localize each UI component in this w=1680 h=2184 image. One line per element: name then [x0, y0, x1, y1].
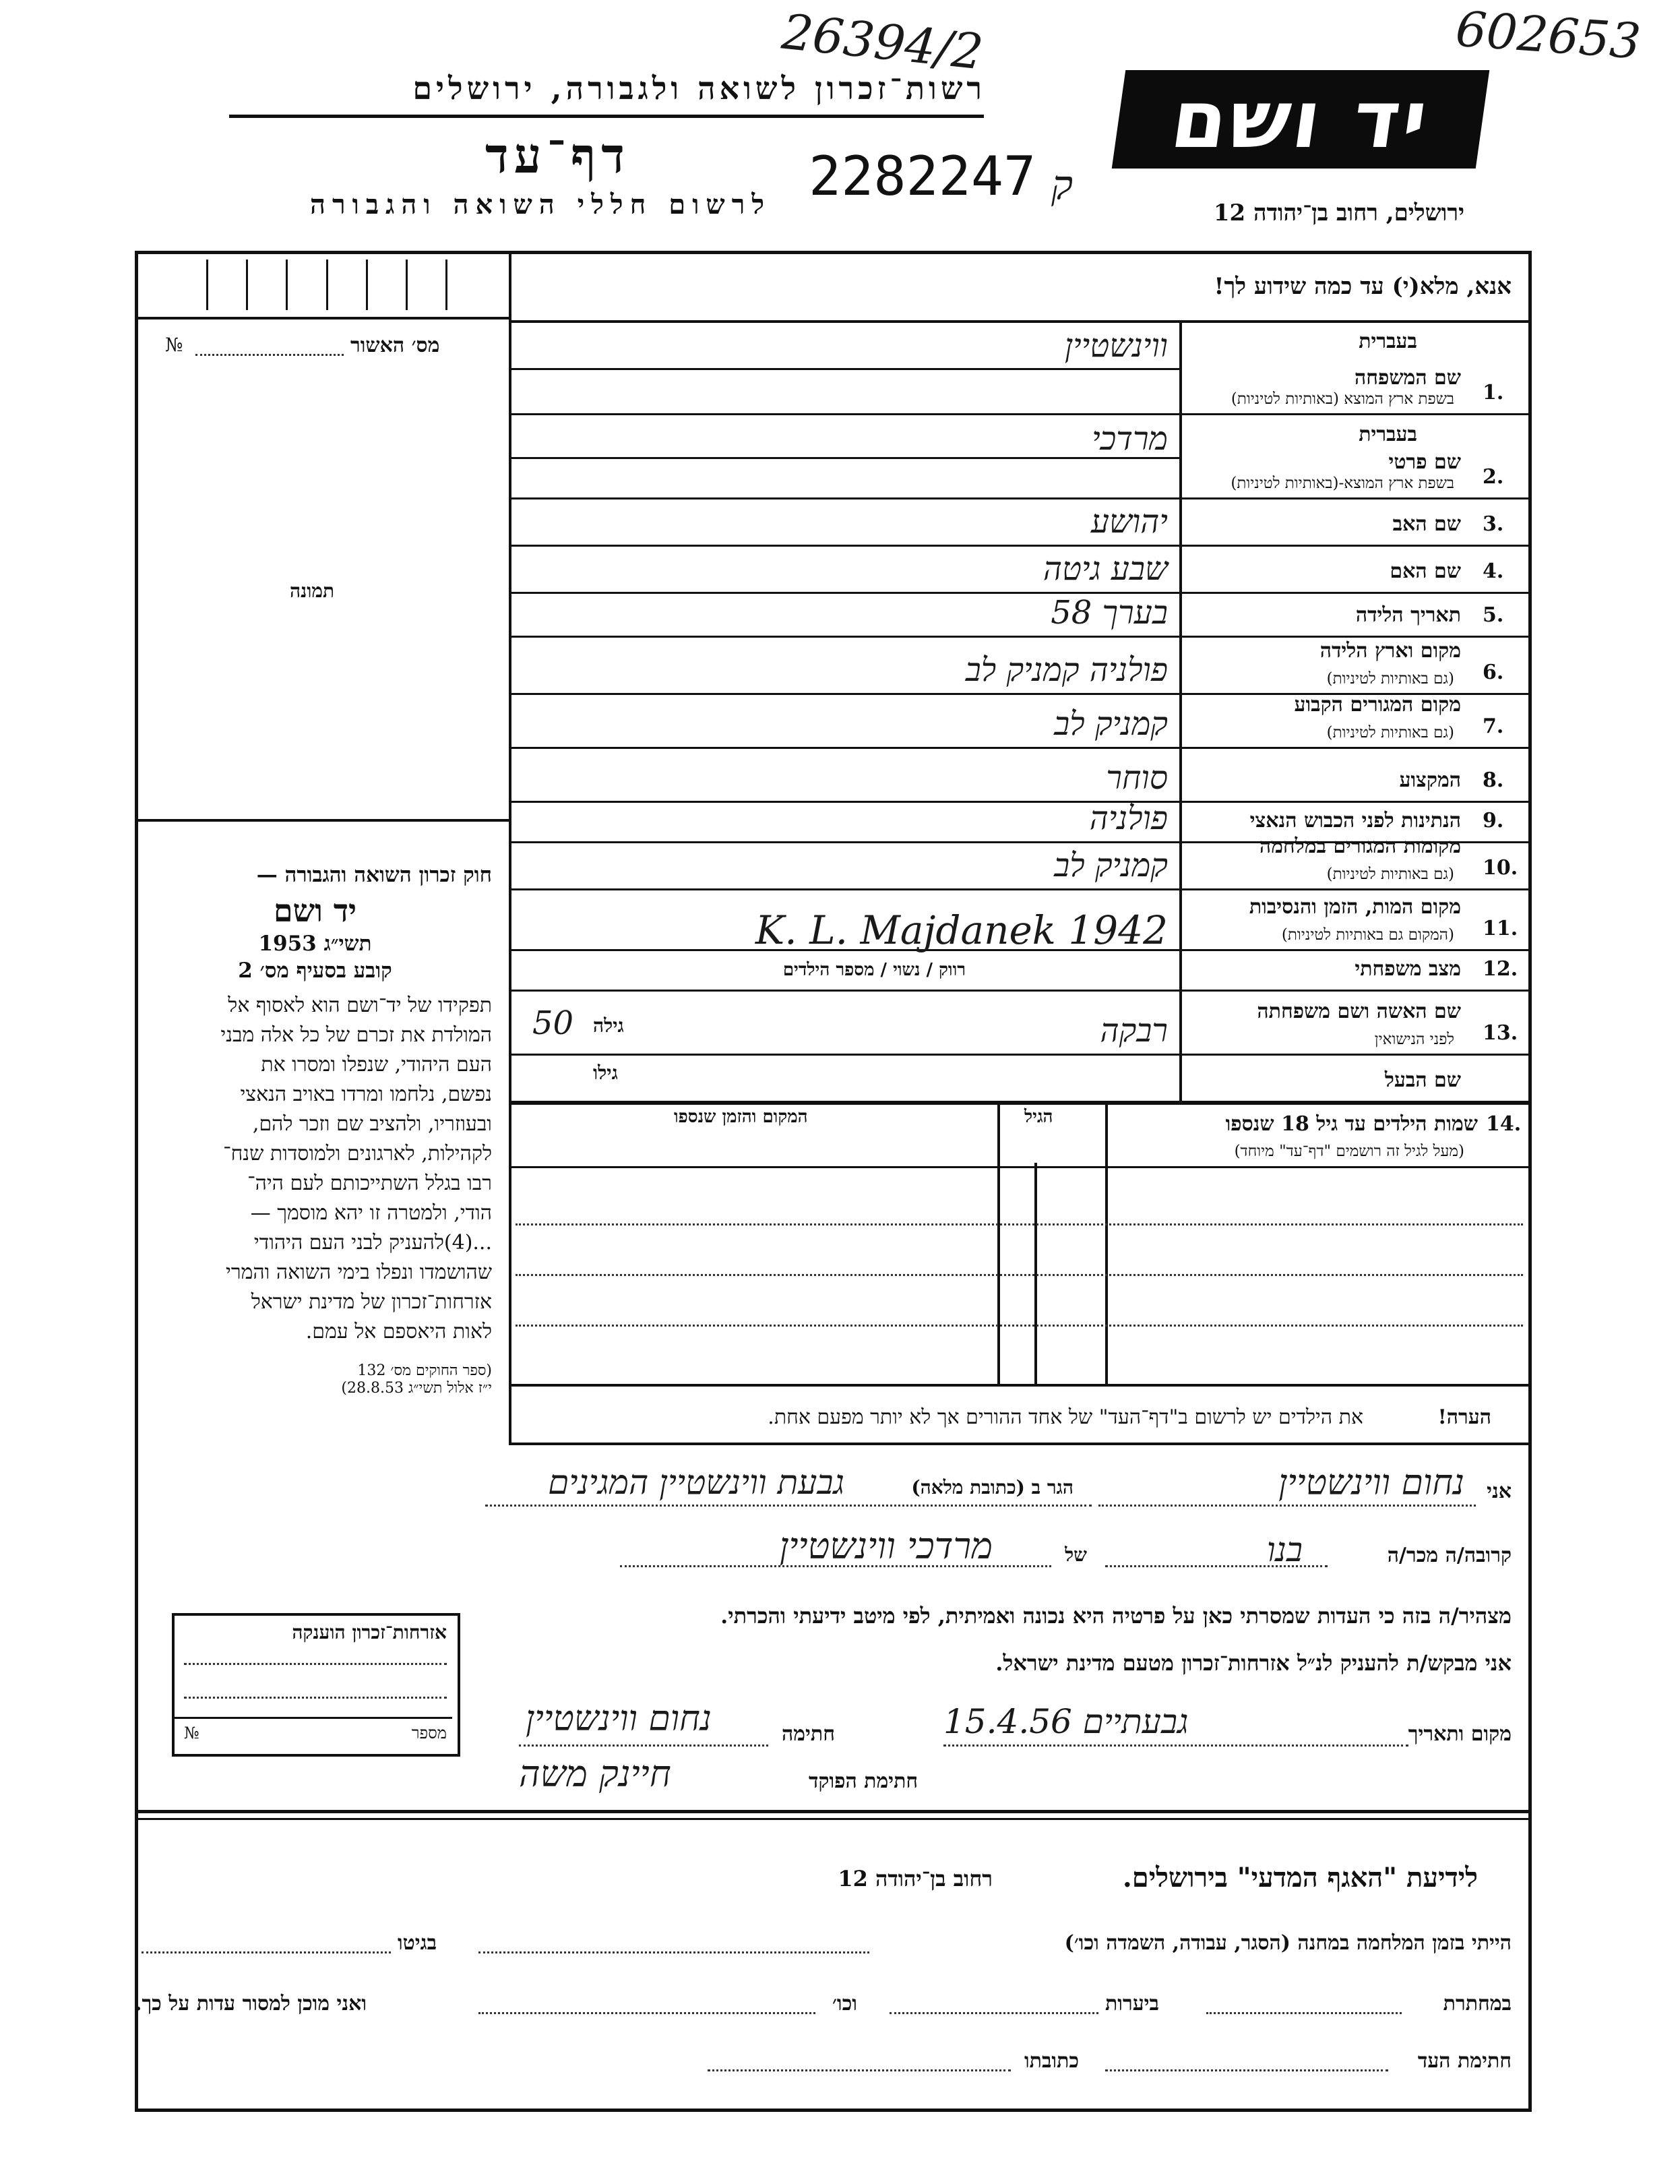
law-title: חוק זכרון השואה והגבורה — — [256, 863, 492, 887]
law-line: ובעוזריו, ולהציב שם וזכר להם, — [252, 1112, 492, 1136]
field-value: סוחר — [1106, 759, 1168, 797]
field-sublabel: בשפת ארץ המוצא (באותיות לטיניות) — [1231, 390, 1454, 408]
field-value: רבקה — [1100, 1012, 1168, 1050]
logo-text: יד ושם — [1165, 73, 1436, 166]
law-line: לאות היאספם אל עמם. — [305, 1320, 492, 1343]
bottom-line3-b: כתובתו — [1024, 2049, 1080, 2073]
law-line: נפשם, נלחמו ומרדו באויב הנאצי — [240, 1083, 492, 1106]
children-bottom-line — [509, 1384, 1530, 1387]
decl-of-value: מרדכי ווינשטיין — [779, 1525, 993, 1567]
field-label: שם פרטי — [1388, 450, 1461, 474]
bottom-line2-a: במחתרת — [1443, 1992, 1512, 2015]
note-left-border — [509, 1384, 511, 1445]
decl-i-label: אני — [1487, 1480, 1512, 1503]
field-row-line — [509, 1054, 1530, 1056]
field-value: ווינשטיין — [1064, 327, 1168, 365]
place-date-label: מקום ותאריך — [1408, 1722, 1512, 1746]
law-name: יד ושם — [273, 892, 357, 929]
field-value: קמניק לב — [1054, 705, 1168, 743]
children-row-line — [516, 1274, 1523, 1276]
citizenship-line — [184, 1697, 447, 1699]
signature-value: נחום ווינשטיין — [526, 1699, 712, 1739]
decl-address-value: גבעת ווינשטיין המגינים — [548, 1463, 844, 1502]
field-tag: בעברית — [1359, 330, 1417, 353]
field-label: שם המשפחה — [1354, 366, 1461, 390]
code-boxes — [168, 260, 485, 310]
bottom-line1-dots — [478, 1951, 869, 1953]
left-column-top-line — [135, 317, 509, 320]
title-underline — [229, 115, 984, 118]
field-label: שם האם — [1390, 559, 1461, 583]
field-sublabel: לפני הנישואין — [1374, 1031, 1454, 1048]
field-row-subline — [509, 368, 1179, 370]
field-age-label: גילה — [593, 1014, 624, 1037]
law-line: המולדת את זכרם של כל אלה מבני — [220, 1023, 492, 1047]
field-row-line — [509, 413, 1530, 415]
children-col-age-divider — [997, 1102, 1000, 1387]
field-label: הנתינות לפני הכבוש הנאצי — [1249, 809, 1461, 832]
field-number: 1. — [1483, 381, 1504, 404]
note-label: הערה! — [1437, 1405, 1491, 1429]
field-number: 13. — [1483, 1021, 1518, 1045]
bottom-section-line — [135, 1810, 1532, 1813]
field-number: 5. — [1483, 603, 1504, 627]
decl-address-label: הגר ב (כתובת מלאה) — [911, 1476, 1074, 1498]
field-age-value: 50 — [532, 1004, 574, 1042]
label-column-divider — [1179, 322, 1182, 1103]
field-row-line — [509, 990, 1530, 992]
decl-relation-value: בנו — [1266, 1530, 1303, 1569]
field-age-label: גילו — [593, 1062, 618, 1084]
bottom-line3-dots — [1105, 2069, 1388, 2071]
citizenship-number-label: מספר — [411, 1724, 447, 1742]
form-border-right — [1528, 251, 1532, 2111]
law-ref-2: י״ז אלול תשי״ג 28.8.53) — [341, 1380, 492, 1397]
decl-address-line — [485, 1505, 1092, 1507]
approval-label: מס׳ האשור — [350, 334, 440, 357]
law-line: אזרחות־זכרון של מדינת ישראל — [251, 1290, 492, 1314]
form-border-top — [135, 251, 1530, 254]
children-row-line — [516, 1223, 1523, 1225]
field-sublabel: (גם באותיות לטיניות) — [1326, 670, 1454, 688]
field-value: רווק / נשוי / מספר הילדים — [782, 960, 966, 980]
signature-line — [519, 1745, 768, 1747]
bottom-line2-dots-3 — [478, 2012, 815, 2014]
field-value: מרדכי — [1092, 420, 1168, 458]
bottom-line2-d: ואני מוכן למסור עדות על כך. — [135, 1992, 367, 2015]
signature-label: חתימה — [782, 1722, 835, 1746]
field-label: שם האשה ושם משפחתה — [1257, 1000, 1461, 1023]
bottom-line1-dots-2 — [142, 1951, 391, 1953]
children-col-age: הגיל — [1024, 1107, 1053, 1127]
bottom-line1-a: הייתי בזמן המלחמה במחנה (הסגר, עבודה, השמדה וכו׳) — [1064, 1931, 1512, 1955]
archive-number-right: 602653 — [1454, 0, 1643, 70]
field-label: מקום וארץ הלידה — [1319, 639, 1461, 663]
field-row-line — [509, 592, 1530, 594]
field-label: מקום המגורים הקבוע — [1294, 693, 1461, 717]
photo-label: תמונה — [290, 580, 335, 602]
law-line: שהושמדו ונפלו בימי השואה והמרי — [225, 1261, 492, 1284]
children-sub: (מעל לגיל זה רושמים "דף־עד" מיוחד) — [1234, 1143, 1464, 1160]
note-bottom-line — [509, 1443, 1530, 1445]
bottom-title: לידיעת "האגף המדעי" בירושלים. — [1122, 1862, 1478, 1893]
address: ירושלים, רחוב בן־יהודה 12 — [1213, 200, 1464, 226]
bottom-line2-b: ביערות — [1105, 1992, 1160, 2015]
officer-value: חיינק משה — [519, 1753, 671, 1795]
yad-vashem-logo — [1112, 70, 1490, 169]
law-line: תפקידו של יד־ושם הוא לאסוף אל — [228, 994, 492, 1017]
field-sublabel: (גם באותיות לטיניות) — [1326, 866, 1454, 883]
citizenship-title: אזרחות־זכרון הוענקה — [292, 1621, 447, 1643]
field-label: תאריך הלידה — [1355, 603, 1461, 627]
decl-relation-label: קרובה/ה מכר/ה — [1387, 1544, 1512, 1567]
law-line: הודי, ולמטרה זו יהא מוסמך — — [250, 1201, 492, 1225]
field-row-line — [509, 747, 1530, 749]
bottom-address: רחוב בן־יהודה 12 — [838, 1866, 993, 1891]
decl-name-line — [1098, 1505, 1476, 1507]
children-col-name-divider — [1105, 1102, 1108, 1387]
form-title: דף־עד — [485, 127, 630, 184]
bottom-line2-dots — [1206, 2012, 1402, 2014]
approval-no: № — [165, 334, 183, 356]
bottom-line1-b: בגיטו — [398, 1931, 437, 1955]
law-line: העם היהודי, שנפלו ומסרו את — [261, 1053, 492, 1076]
field-label: מקומות המגורים במלחמה — [1259, 835, 1461, 858]
field-sublabel: (גם באותיות לטיניות) — [1326, 724, 1454, 741]
law-body — [138, 991, 492, 1347]
law-year: תשי״ג 1953 — [258, 932, 372, 956]
form-border-bottom — [135, 2109, 1532, 2112]
field-tag: בעברית — [1359, 423, 1417, 446]
field-value: שבע גיטה — [1043, 550, 1168, 588]
field-number: 6. — [1483, 661, 1504, 684]
field-number: 4. — [1483, 559, 1504, 583]
bottom-line3-dots-2 — [708, 2069, 1011, 2071]
decl-request: אני מבקש/ת להעניק לנ״ל אזרחות־זכרון מטעם מדינת ישראל. — [995, 1650, 1512, 1676]
law-panel — [138, 863, 492, 1397]
field-sublabel: בשפת ארץ המוצא-(באותיות לטיניות) — [1231, 475, 1454, 492]
bottom-line3-a: חתימת העד — [1417, 2049, 1512, 2073]
children-row-line — [516, 1325, 1523, 1327]
field-row-line — [509, 801, 1530, 803]
field-row-subline — [509, 457, 1179, 459]
children-label: שמות הילדים עד גיל 18 שנספו — [1225, 1112, 1478, 1136]
officer-label: חתימת הפוקד — [809, 1769, 919, 1793]
children-num: 14. — [1486, 1112, 1522, 1136]
field-number: 9. — [1483, 809, 1504, 832]
instruction: אנא, מלא(י) עד כמה שידוע לך! — [1214, 273, 1512, 300]
decl-relation-line — [1105, 1565, 1328, 1567]
citizenship-box — [172, 1613, 460, 1757]
field-value: בערך 58 — [1051, 594, 1168, 632]
approval-line — [195, 354, 344, 356]
field-value: קמניק לב — [1054, 847, 1168, 884]
citizenship-no: № — [184, 1724, 199, 1742]
law-line: לקהילות, לארגונים ולמוסדות שנח־ — [223, 1142, 492, 1165]
decl-of-label: של — [1065, 1544, 1087, 1566]
field-row-line — [509, 545, 1530, 547]
citizenship-line — [184, 1663, 447, 1665]
field-value: פולניה קמניק לב — [965, 651, 1168, 689]
field-number: 3. — [1483, 512, 1504, 536]
field-number: 2. — [1483, 465, 1504, 489]
note-text: את הילדים יש לרשום ב"דף־העד" של אחד ההורים אך לא יותר מפעם אחת. — [768, 1405, 1363, 1429]
law-line: ...(4)להעניק לבני העם היהודי — [253, 1231, 492, 1254]
field-number: 8. — [1483, 768, 1504, 792]
form-subtitle: לרשום חללי השואה והגבורה — [310, 189, 772, 220]
decl-name-value: נחום ווינשטיין — [1278, 1463, 1464, 1503]
children-top-line — [509, 1102, 1530, 1105]
field-number: 7. — [1483, 715, 1504, 738]
bottom-line2-c: וכו׳ — [832, 1992, 857, 2015]
photo-bottom-line — [135, 819, 509, 822]
field-number: 11. — [1483, 917, 1518, 940]
law-clause: קובע בסעיף מס׳ 2 — [238, 959, 392, 983]
field-sublabel: (המקום גם באותיות לטיניות) — [1281, 926, 1454, 944]
field-row-line — [509, 888, 1530, 890]
box-divider — [509, 251, 511, 322]
decl-certify: מצהיר/ה בזה כי העדות שמסרתי כאן על פרטיה היא נכונה ואמיתית, לפי מיטב ידיעתי והכרתי. — [720, 1603, 1512, 1629]
law-ref-1: (ספר החוקים מס׳ 132 — [357, 1362, 492, 1379]
instruction-underline — [509, 320, 1530, 323]
place-date-value: גבעתיים 15.4.56 — [943, 1702, 1189, 1741]
field-label: המקצוע — [1399, 768, 1461, 792]
bottom-section-line-2 — [135, 1818, 1532, 1820]
field-label: שם האב — [1392, 512, 1461, 536]
children-col-place: המקום והזמן שנספו — [674, 1107, 808, 1127]
institution-title: רשות־זכרון לשואה ולגבורה, ירושלים — [412, 70, 986, 107]
field-row-line — [509, 497, 1530, 499]
bottom-line2-dots-2 — [890, 2012, 1098, 2014]
archive-number-left: 26394/2 — [779, 3, 986, 81]
field-number: 10. — [1483, 856, 1518, 880]
decl-of-line — [620, 1565, 1051, 1567]
field-label: מצב משפחתי — [1355, 957, 1461, 981]
law-line: רבו בגלל השתייכותם לעם היה־ — [247, 1172, 492, 1195]
field-value: יהושע — [1090, 503, 1168, 541]
field-value: K. L. Majdanek 1942 — [755, 907, 1168, 953]
record-number: 2282247 — [809, 145, 1036, 208]
field-row-line — [509, 636, 1530, 638]
field-number: 12. — [1483, 957, 1518, 981]
citizenship-divider — [175, 1717, 452, 1719]
record-prefix: ק — [1051, 162, 1074, 209]
field-value: פולניה — [1089, 799, 1168, 837]
children-row-line — [509, 1166, 1530, 1168]
left-column-divider — [509, 318, 511, 1385]
field-label: מקום המות, הזמן והנסיבות — [1249, 895, 1461, 919]
field-label: שם הבעל — [1384, 1068, 1461, 1092]
place-date-line — [943, 1745, 1408, 1747]
